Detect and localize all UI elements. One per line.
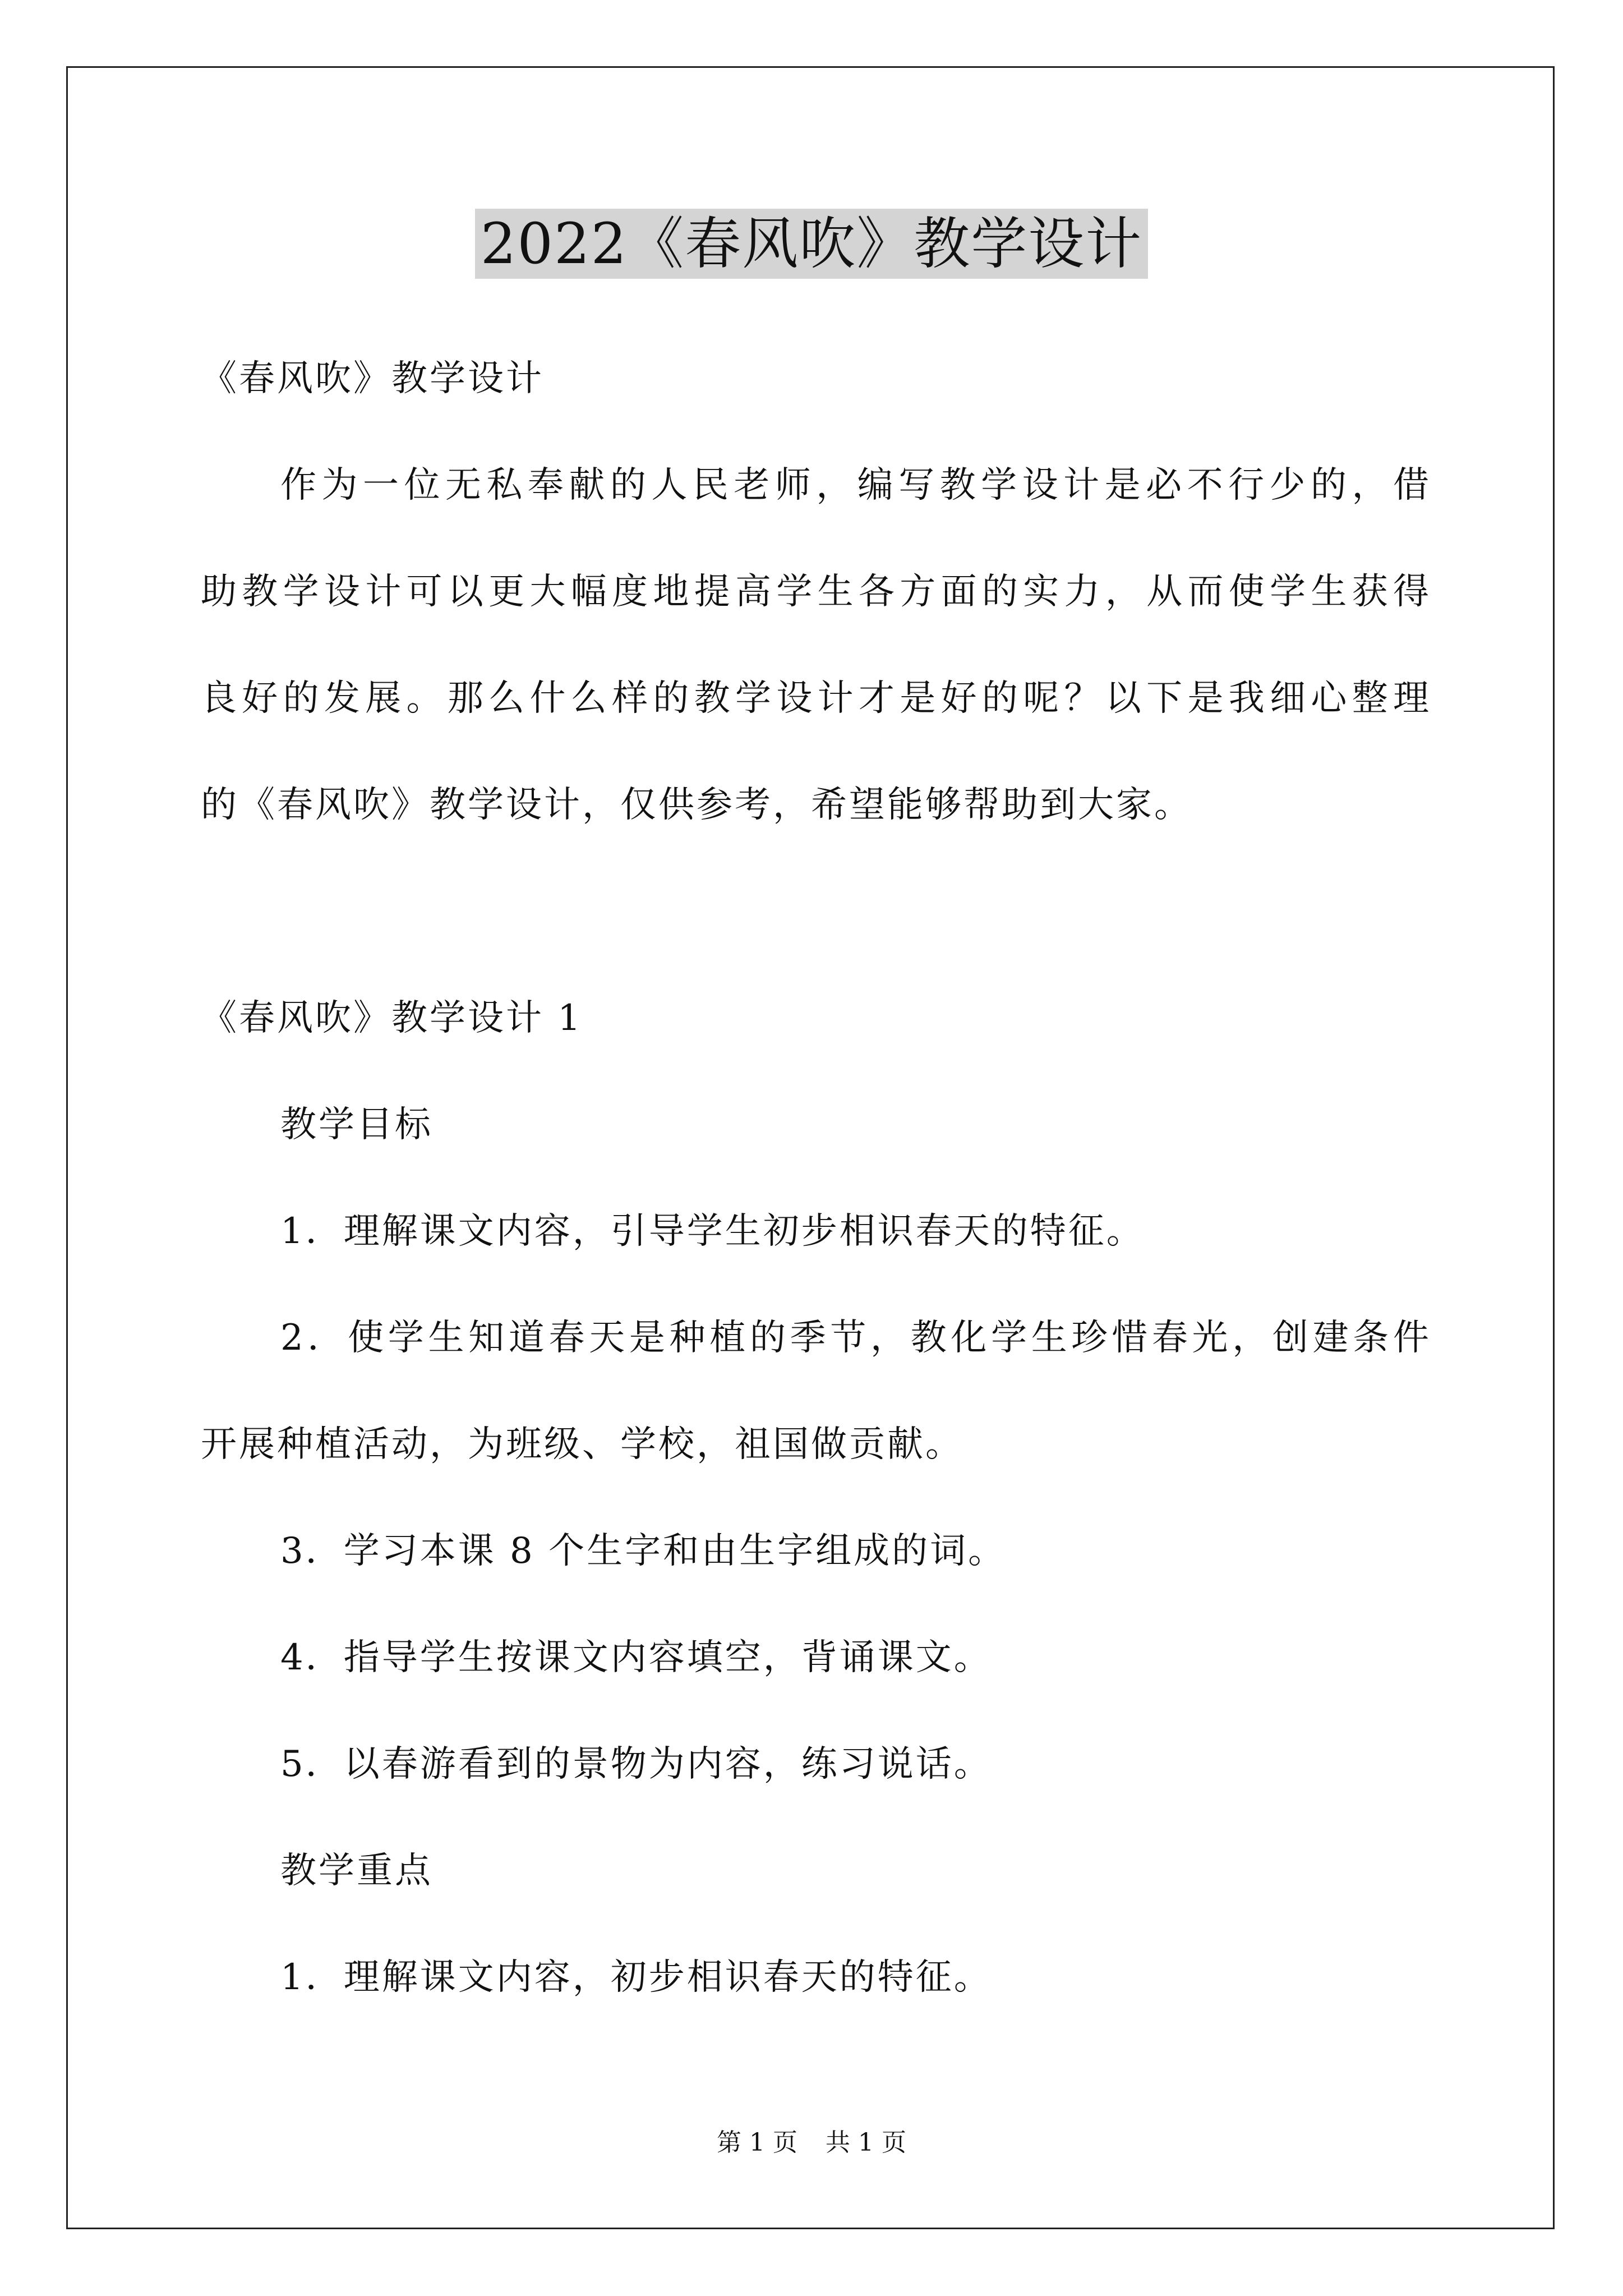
keypoint-item-1: 1．理解课文内容，初步相识春天的特征。	[280, 1957, 992, 1998]
subtitle: 《春风吹》教学设计	[201, 358, 544, 399]
page-footer	[0, 2126, 1623, 2160]
intro-line-4: 的《春风吹》教学设计，仅供参考，希望能够帮助到大家。	[201, 784, 1192, 826]
objectives-heading: 教学目标	[280, 1104, 433, 1145]
objective-item-1: 1．理解课文内容，引导学生初步相识春天的特征。	[280, 1211, 1145, 1252]
intro-line-3: 良好的发展。那么什么样的教学设计才是好的呢？以下是我细心整理	[201, 678, 1429, 719]
objective-item-3: 3．学习本课 8 个生字和由生字组成的词。	[280, 1530, 1007, 1572]
objective-item-4: 4．指导学生按课文内容填空，背诵课文。	[280, 1637, 992, 1678]
keypoints-heading: 教学重点	[280, 1850, 433, 1892]
page-number-total: 共 1 页	[826, 2128, 906, 2157]
document-title	[0, 208, 1623, 280]
intro-line-2: 助教学设计可以更大幅度地提高学生各方面的实力，从而使学生获得	[201, 571, 1429, 613]
title-highlight: 2022《春风吹》教学设计	[475, 209, 1149, 279]
objective-item-5: 5．以春游看到的景物为内容，练习说话。	[280, 1743, 992, 1785]
objective-item-2-line-2: 开展种植活动，为班级、学校，祖国做贡献。	[201, 1424, 963, 1465]
intro-line-1: 作为一位无私奉献的人民老师，编写教学设计是必不行少的，借	[280, 464, 1429, 506]
objective-item-2-line-1: 2．使学生知道春天是种植的季节，教化学生珍惜春光，创建条件	[280, 1317, 1429, 1359]
section-title: 《春风吹》教学设计 1	[201, 997, 583, 1039]
page-number-current: 第 1 页	[717, 2128, 797, 2157]
